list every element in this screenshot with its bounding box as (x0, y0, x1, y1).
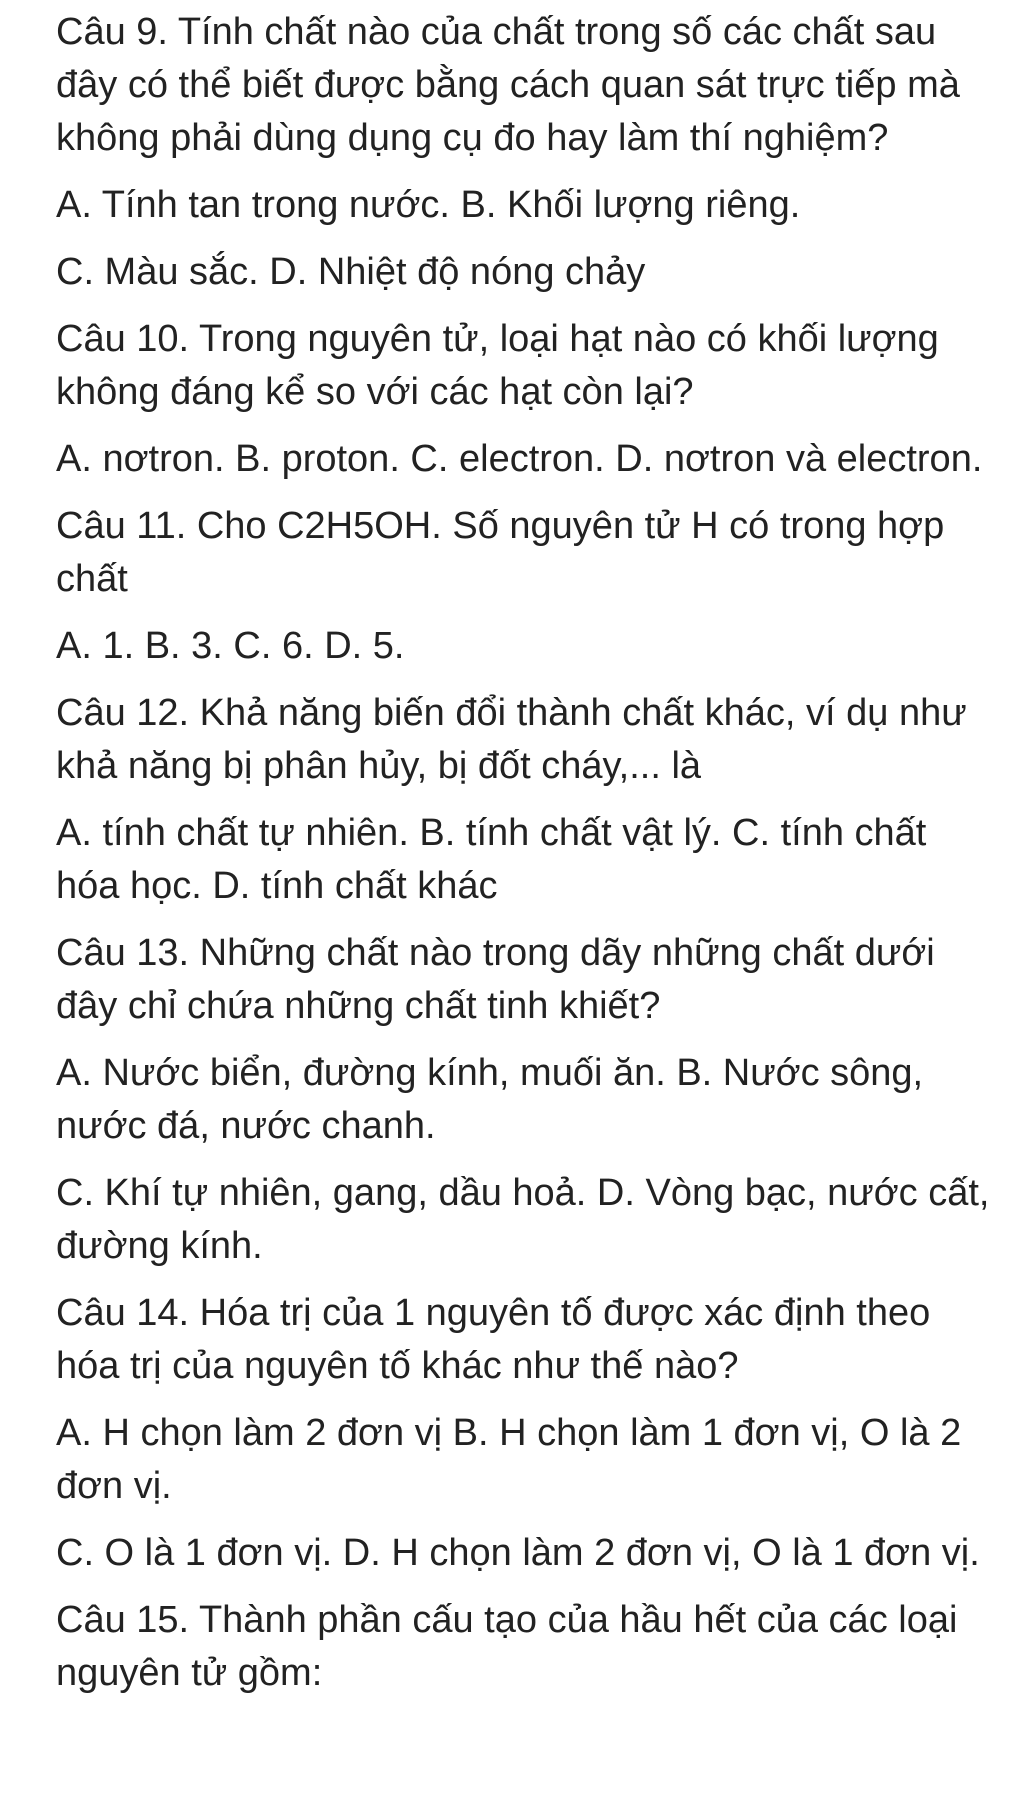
question-11: Câu 11. Cho C2H5OH. Số nguyên tử H có trong hợp chất (56, 505, 945, 600)
question-11-options: A. 1. B. 3. C. 6. D. 5. (56, 625, 405, 667)
question-13: Câu 13. Những chất nào trong dãy những chất dưới đây chỉ chứa những chất tinh khiết? (56, 932, 935, 1027)
question-9-options-ab: A. Tính tan trong nước. B. Khối lượng riêng. (56, 184, 801, 226)
question-9-options-cd: C. Màu sắc. D. Nhiệt độ nóng chảy (56, 251, 646, 293)
question-14-options-ab: A. H chọn làm 2 đơn vị B. H chọn làm 1 đơn vị, O là 2 đơn vị. (56, 1412, 962, 1507)
question-15: Câu 15. Thành phần cấu tạo của hầu hết của các loại nguyên tử gồm: (56, 1599, 958, 1694)
question-10-options: A. nơtron. B. proton. C. electron. D. nơtron và electron. (56, 438, 983, 480)
question-12: Câu 12. Khả năng biến đổi thành chất khác, ví dụ như khả năng bị phân hủy, bị đốt cháy,... là (56, 692, 967, 787)
question-10: Câu 10. Trong nguyên tử, loại hạt nào có khối lượng không đáng kể so với các hạt còn lại? (56, 318, 939, 413)
question-12-options: A. tính chất tự nhiên. B. tính chất vật lý. C. tính chất hóa học. D. tính chất khác (56, 812, 927, 907)
question-14: Câu 14. Hóa trị của 1 nguyên tố được xác định theo hóa trị của nguyên tố khác như thế nào? (56, 1292, 931, 1387)
question-13-options-ab: A. Nước biển, đường kính, muối ăn. B. Nước sông, nước đá, nước chanh. (56, 1052, 924, 1147)
question-9: Câu 9. Tính chất nào của chất trong số các chất sau đây có thể biết được bằng cách quan sát trực tiếp mà không phải dùng dụng cụ đo hay làm thí nghiệm? (56, 11, 960, 159)
question-13-options-cd: C. Khí tự nhiên, gang, dầu hoả. D. Vòng bạc, nước cất, đường kính. (56, 1172, 990, 1267)
question-14-options-cd: C. O là 1 đơn vị. D. H chọn làm 2 đơn vị, O là 1 đơn vị. (56, 1532, 980, 1574)
